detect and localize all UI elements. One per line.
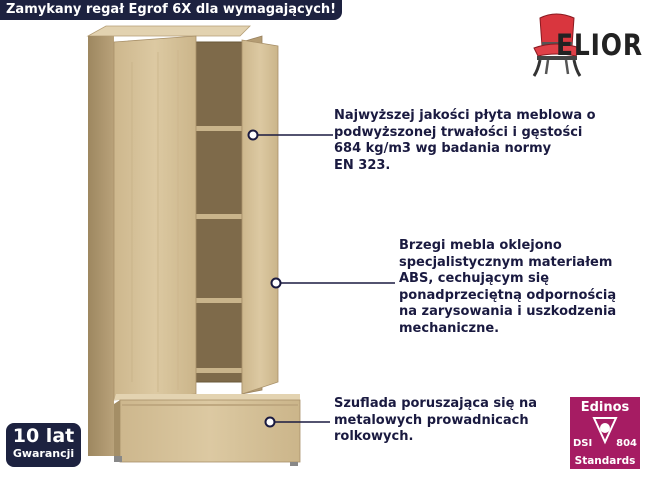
- callout-text-3: [334, 396, 537, 446]
- callout-2-line: ponadprzeciętną odpornością: [399, 287, 617, 303]
- callout-1-line: Najwyższej jakości płyta meblowa o: [334, 108, 596, 123]
- certificate-name: Edinos: [580, 400, 630, 415]
- cabinet-illustration: [80, 22, 310, 472]
- warranty-badge: [6, 423, 81, 467]
- page-title: Zamykany regał Egrof 6X dla wymagających!: [0, 0, 342, 20]
- certificate-number: 804: [616, 438, 637, 449]
- warranty-label: Gwarancji: [12, 447, 75, 460]
- callout-2-line: specjalistycznym materiałem: [399, 254, 613, 270]
- callout-2-line: na zarysowania i uszkodzenia: [399, 304, 617, 319]
- callout-text-2: [399, 238, 616, 337]
- certificate-label: Standards: [574, 455, 636, 467]
- warranty-years: 10 lat: [12, 425, 75, 447]
- brand-name: ELIOR: [556, 28, 643, 62]
- callout-3-line: metalowych prowadnicach: [334, 412, 529, 428]
- callout-1-line: EN 323.: [334, 157, 391, 173]
- callout-2-line: Brzegi mebla oklejono: [399, 238, 562, 253]
- callout-3-line: Szuflada poruszająca się na: [334, 396, 537, 411]
- callout-3-line: rolkowych.: [334, 429, 414, 444]
- callout-2-line: mechaniczne.: [399, 320, 500, 336]
- callout-1-line: 684 kg/m3 wg badania normy: [334, 141, 552, 156]
- callout-2-line: ABS, cechującym się: [399, 271, 550, 286]
- certificate-badge: [570, 397, 640, 469]
- callout-1-line: podwyższonej trwałości i gęstości: [334, 124, 583, 140]
- callout-text-1: [334, 108, 596, 174]
- certificate-prefix: DSI: [573, 438, 593, 449]
